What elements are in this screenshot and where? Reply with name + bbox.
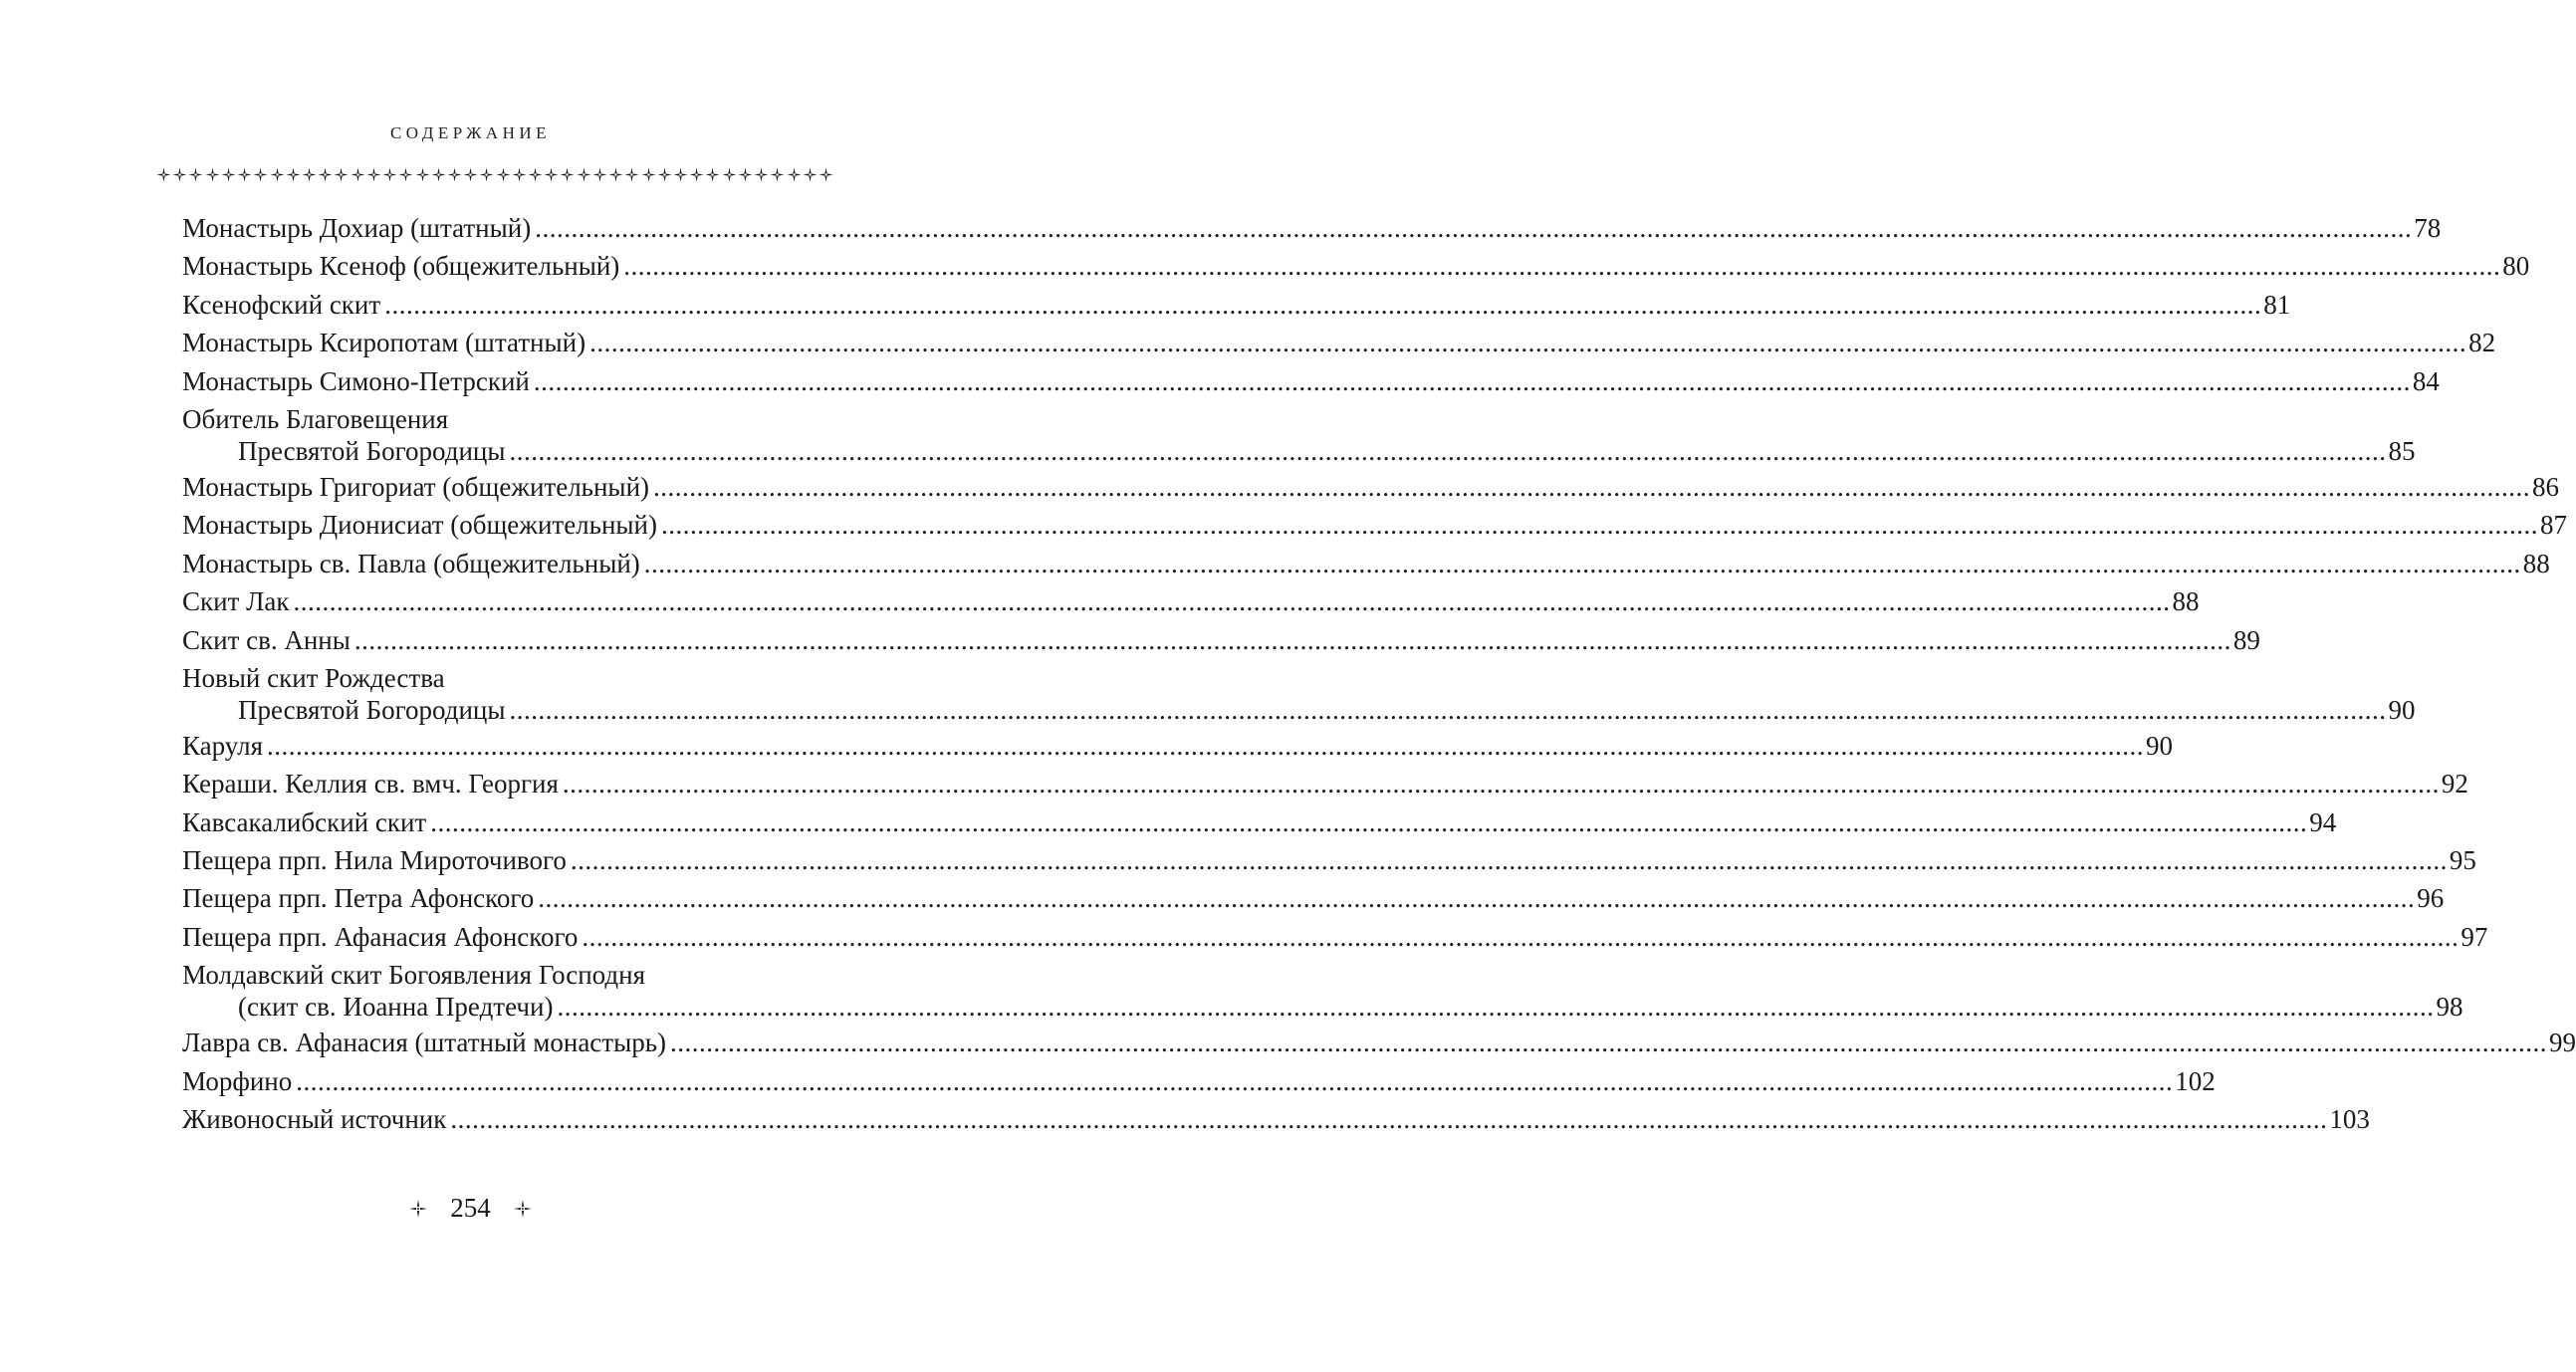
toc-entry[interactable] — [182, 918, 2488, 956]
cross-ornament-icon — [398, 167, 413, 182]
cross-ornament-icon — [624, 167, 639, 182]
toc-entry[interactable] — [182, 879, 2445, 917]
toc-title: Монастырь Симоно-Петрский — [182, 365, 530, 396]
cross-ornament-icon — [156, 167, 171, 182]
ornament-rule — [156, 162, 833, 186]
toc-page-number: 90 — [2388, 694, 2416, 725]
cross-ornament-icon — [657, 167, 672, 182]
cross-ornament-icon — [819, 167, 833, 182]
toc-page-number: 90 — [2146, 730, 2173, 761]
toc-entry[interactable] — [182, 434, 2416, 468]
toc-page-number: 96 — [2417, 883, 2445, 914]
cross-ornament-icon — [351, 167, 365, 182]
dot-leader: .................................................................................................................................................................................................................................................................... — [450, 1104, 2328, 1135]
toc-title-first-line: Новый скит Рождества — [182, 662, 445, 693]
toc-title: Монастырь Дионисиат (общежительный) — [182, 510, 657, 541]
toc-page-number: 95 — [2449, 845, 2476, 876]
cross-ornament-icon — [302, 167, 317, 182]
toc-title: Морфино — [182, 1065, 293, 1096]
toc-page-number: 102 — [2175, 1065, 2216, 1096]
dot-leader: .................................................................................................................................................................................................................................................................... — [509, 694, 2387, 725]
toc-entry[interactable] — [182, 765, 2468, 802]
toc-title: (скит св. Иоанна Предтечи) — [238, 992, 554, 1023]
cross-ornament-icon — [592, 167, 607, 182]
toc-title: Живоносный источник — [182, 1104, 447, 1135]
toc-title: Скит св. Анны — [182, 624, 351, 655]
cross-ornament-icon — [496, 167, 511, 182]
toc-title: Монастырь Дохиар (штатный) — [182, 213, 532, 243]
cross-ornament-icon — [803, 167, 818, 182]
dot-leader: .................................................................................................................................................................................................................................................................... — [384, 289, 2262, 320]
toc-page-number: 103 — [2329, 1104, 2370, 1135]
toc-page-number: 88 — [2522, 548, 2550, 578]
toc-entry[interactable] — [182, 247, 2530, 285]
dot-leader: .................................................................................................................................................................................................................................................................... — [623, 251, 2501, 282]
cross-ornament-icon — [318, 167, 333, 182]
cross-ornament-icon — [722, 167, 737, 182]
cross-ornament-icon — [705, 167, 720, 182]
dot-leader: .................................................................................................................................................................................................................................................................... — [430, 806, 2308, 837]
cross-ornament-icon — [447, 167, 462, 182]
toc-page-number: 88 — [2172, 586, 2200, 617]
toc-entry[interactable] — [182, 727, 2173, 765]
cross-ornament-icon — [253, 167, 268, 182]
cross-ornament-icon — [754, 167, 769, 182]
toc-entry[interactable] — [182, 990, 2463, 1024]
dot-leader: .................................................................................................................................................................................................................................................................... — [267, 730, 2144, 761]
toc-entry[interactable] — [182, 545, 2550, 582]
toc-entry[interactable] — [182, 1062, 2216, 1100]
dot-leader: .................................................................................................................................................................................................................................................................... — [538, 883, 2416, 914]
toc-title: Ксенофский скит — [182, 289, 381, 320]
toc-entry[interactable] — [182, 468, 2560, 506]
dot-leader: .................................................................................................................................................................................................................................................................... — [570, 845, 2448, 876]
dot-leader: .................................................................................................................................................................................................................................................................... — [557, 992, 2435, 1023]
toc-page-number: 94 — [2309, 806, 2337, 837]
toc-entry[interactable] — [182, 621, 2260, 659]
running-head: СОДЕРЖАНИЕ — [389, 123, 552, 142]
toc-page-number: 84 — [2412, 365, 2440, 396]
cross-ornament-icon — [738, 167, 753, 182]
toc-title: Монастырь Ксиропотам (штатный) — [182, 328, 586, 358]
toc-title: Пресвятой Богородицы — [238, 435, 506, 466]
cross-ornament-icon — [205, 167, 220, 182]
toc-page-number: 85 — [2388, 435, 2416, 466]
toc-title: Пещера прп. Петра Афонского — [182, 883, 535, 914]
cross-ornament-icon — [608, 167, 623, 182]
dot-leader: .................................................................................................................................................................................................................................................................... — [535, 213, 2413, 243]
toc-title: Кавсакалибский скит — [182, 806, 427, 837]
toc-entry[interactable] — [182, 506, 2567, 544]
toc-title-first-line: Молдавский скит Богоявления Господня — [182, 960, 646, 991]
cross-ornament-icon — [673, 167, 688, 182]
cross-ornament-icon — [415, 167, 430, 182]
cross-ornament-icon — [528, 167, 543, 182]
cross-ornament-icon — [237, 167, 252, 182]
toc-page-number: 89 — [2232, 624, 2260, 655]
toc-page-number: 87 — [2540, 510, 2567, 541]
cross-ornament-icon — [221, 167, 236, 182]
toc-entry[interactable] — [182, 841, 2476, 879]
cross-ornament-icon — [512, 167, 527, 182]
toc-page-number: 81 — [2263, 289, 2291, 320]
toc-entry[interactable] — [182, 693, 2416, 727]
folio — [0, 1193, 941, 1224]
toc-entry[interactable] — [182, 286, 2291, 324]
dot-leader: .................................................................................................................................................................................................................................................................... — [661, 510, 2538, 541]
fleuron-right-icon — [513, 1199, 533, 1219]
dot-leader: .................................................................................................................................................................................................................................................................... — [296, 1065, 2174, 1096]
toc-title: Пещера прп. Афанасия Афонского — [182, 921, 579, 952]
toc-entry-title-line — [182, 659, 816, 693]
toc-entry[interactable] — [182, 209, 2442, 247]
cross-ornament-icon — [382, 167, 397, 182]
table-of-contents — [182, 209, 2576, 1138]
toc-page-number: 82 — [2468, 328, 2496, 358]
cross-ornament-icon — [172, 167, 187, 182]
dot-leader: .................................................................................................................................................................................................................................................................... — [562, 769, 2440, 800]
toc-page-number: 92 — [2441, 769, 2468, 800]
toc-title: Пещера прп. Нила Мироточивого — [182, 845, 567, 876]
dot-leader: .................................................................................................................................................................................................................................................................... — [653, 471, 2531, 502]
dot-leader: .................................................................................................................................................................................................................................................................... — [670, 1028, 2548, 1058]
toc-title: Монастырь Ксеноф (общежительный) — [182, 251, 620, 282]
cross-ornament-icon — [366, 167, 381, 182]
toc-title: Лавра св. Афанасия (штатный монастырь) — [182, 1028, 667, 1058]
fleuron-left-icon — [408, 1199, 428, 1219]
toc-entry[interactable] — [182, 582, 2200, 620]
toc-page-number: 97 — [2460, 921, 2488, 952]
cross-ornament-icon — [463, 167, 478, 182]
cross-ornament-icon — [770, 167, 785, 182]
dot-leader: .................................................................................................................................................................................................................................................................... — [589, 328, 2467, 358]
toc-title: Скит Лак — [182, 586, 290, 617]
toc-page-number: 99 — [2549, 1028, 2576, 1058]
cross-ornament-icon — [787, 167, 802, 182]
cross-ornament-icon — [560, 167, 575, 182]
cross-ornament-icon — [334, 167, 349, 182]
toc-entry[interactable] — [182, 803, 2337, 841]
toc-page-number: 78 — [2414, 213, 2442, 243]
toc-page-number: 86 — [2532, 471, 2560, 502]
cross-ornament-icon — [188, 167, 203, 182]
toc-title-first-line: Обитель Благовещения — [182, 403, 449, 434]
toc-entry[interactable] — [182, 1024, 2576, 1061]
cross-ornament-icon — [641, 167, 656, 182]
toc-entry[interactable] — [182, 1100, 2370, 1138]
toc-title: Монастырь св. Павла (общежительный) — [182, 548, 640, 578]
toc-page-number: 80 — [2502, 251, 2530, 282]
toc-title: Монастырь Григориат (общежительный) — [182, 471, 650, 502]
toc-entry-title-line — [182, 956, 816, 990]
page-number: 254 — [450, 1193, 491, 1223]
toc-page-number: 98 — [2436, 992, 2463, 1023]
dot-leader: .................................................................................................................................................................................................................................................................... — [509, 435, 2387, 466]
toc-entry[interactable] — [182, 324, 2496, 361]
cross-ornament-icon — [431, 167, 446, 182]
toc-title: Пресвятой Богородицы — [238, 694, 506, 725]
cross-ornament-icon — [286, 167, 301, 182]
cross-ornament-icon — [577, 167, 591, 182]
cross-ornament-icon — [689, 167, 704, 182]
cross-ornament-icon — [479, 167, 494, 182]
toc-entry-title-line — [182, 400, 816, 434]
cross-ornament-icon — [544, 167, 559, 182]
cross-ornament-icon — [270, 167, 285, 182]
dot-leader: .................................................................................................................................................................................................................................................................... — [582, 921, 2459, 952]
toc-title: Кераши. Келлия св. вмч. Георгия — [182, 769, 559, 800]
dot-leader: .................................................................................................................................................................................................................................................................... — [353, 624, 2231, 655]
toc-title: Каруля — [182, 730, 263, 761]
dot-leader: .................................................................................................................................................................................................................................................................... — [533, 365, 2411, 396]
dot-leader: .................................................................................................................................................................................................................................................................... — [643, 548, 2521, 578]
dot-leader: .................................................................................................................................................................................................................................................................... — [293, 586, 2171, 617]
toc-entry[interactable] — [182, 362, 2440, 400]
